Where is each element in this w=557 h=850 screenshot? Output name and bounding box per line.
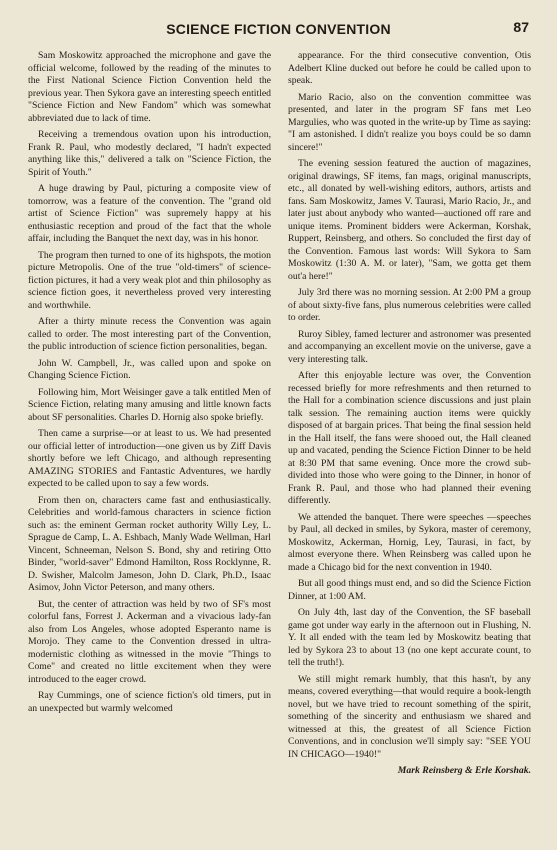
paragraph: John W. Campbell, Jr., was called upon and spoke on Changing Science Fiction.: [28, 357, 271, 381]
paragraph: The evening session featured the auction of magazines, original drawings, SF items, fan mags, original manuscripts, etc., all donated by well-wishing editors, authors, artists and fans. Sam Moskowitz, James V. Taurasi, Mario Racio, Jr., and later just about anybody who wanted—auctioned off rare and unique items. Prominent bidders were Ackerman, Korshak, Ruppert, Reinsberg, and others. So concluded the first day of the Convention. Famous last words: Will Sykora to Sam Moskowitz (1:30 A. M. or later), "Sam, we gotta get them out'a here!": [288, 158, 531, 282]
paragraph: After this enjoyable lecture was over, the Convention recessed briefly for more refreshments and then returned to the Hall for a combination science discussions and just plain talk session. The remaining auction items were quickly disposed of at bargain prices. That being the final session held in the Hall itself, the fans were shooed out, the Hall cleaned up and vacated, pending the Science Fiction Dinner to be held at 8:30 PM that same evening. Once more the crowd sub-divided into those who were going to the Dinner, in honor of Frank R. Paul, and those who had planned their evening differently.: [288, 370, 531, 506]
paragraph: appearance. For the third consecutive convention, Otis Adelbert Kline ducked out before he could be called upon to speak.: [288, 50, 531, 86]
paragraph: From then on, characters came fast and enthusiastically. Celebrities and world-famous characters in science fiction such as: the eminent German rocket authority Willy Ley, L. Sprague de Camp, L. A. Eshbach, Manly Wade Wellman, Harl Vincent, Schneeman, Nelson S. Bond, shy and retiring Otto Binder, "world-saver" Edmond Hamilton, Ross Rocklynne, R. D. Swisher, Malcolm Jameson, John D. Clark, Ph.D., Isaac Asimov, John Victor Peterson, and many others.: [28, 494, 271, 593]
page-number: 87: [513, 19, 529, 35]
paragraph: But, the center of attraction was held by two of SF's most colorful fans, Forrest J. Ackerman and a vivacious lady-fan also from Los Angeles, whose adopted Esperanto name is Morojo. They came to the Convention dressed in ultra-modernistic clothing as witnessed in the movie "Things to Come" and created no little excitement when they were introduced to the eager crowd.: [28, 598, 271, 685]
paragraph: Receiving a tremendous ovation upon his introduction, Frank R. Paul, who modestly declared, "I hadn't expected anything like this," delivered a talk on "Science Fiction, the Spirit of Youth.": [28, 129, 271, 178]
paragraph: After a thirty minute recess the Convention was again called to order. The most interesting part of the Convention, the public introduction of science fiction personalities, began.: [28, 316, 271, 352]
author-signature: Mark Reinsberg & Erle Korshak.: [397, 765, 531, 776]
running-title: SCIENCE FICTION CONVENTION: [166, 21, 391, 37]
article-body: [28, 50, 531, 840]
left-column: [28, 50, 271, 840]
paragraph: Ruroy Sibley, famed lecturer and astronomer was presented and accompanying an excellent movie on the universe, gave a very interesting talk.: [288, 328, 531, 365]
paragraph: Then came a surprise—or at least to us. We had presented our official letter of introduction—one given us by Ziff Davis shortly before we left Chicago, and although representing AMAZING STORIES and Fantastic Adventures, we hardly expected to be called upon to say a few words.: [28, 428, 271, 489]
paragraph: Following him, Mort Weisinger gave a talk entitled Men of Science Fiction, relating many amusing and little known facts about SF personalities. Charles D. Hornig also spoke briefly.: [28, 386, 271, 423]
paragraph: The program then turned to one of its highspots, the motion picture Metropolis. One of the true "old-timers" of science-fiction pictures, it had a very weak plot and thin philosophy as science fiction goes, it nevertheless proved very interesting and worthwhile.: [28, 249, 271, 311]
right-column: [288, 50, 531, 840]
running-header: [20, 16, 537, 42]
paragraph: We attended the banquet. There were speeches —speeches by Paul, all decked in smiles, by Sykora, master of ceremony, Moskowitz, Ackerman, Hornig, Ley, Taurasi, in fact, by almost everyone there. When Reinsberg was called upon he made a Chicago bid for the next convention in 1940.: [288, 511, 531, 573]
paragraph: Sam Moskowitz approached the microphone and gave the official welcome, followed by the reading of the minutes to the First National Science Fiction Convention held the previous year. Then Sykora gave an interesting speech entitled "Science Fiction and New Fandom" which was somewhat abbreviated due to lack of time.: [28, 50, 271, 124]
paragraph: But all good things must end, and so did the Science Fiction Dinner, at 1:00 AM.: [288, 578, 532, 602]
paragraph: July 3rd there was no morning session. At 2:00 PM a group of about sixty-five fans, plus numerous celebrities were called to order.: [288, 287, 531, 323]
paragraph: A huge drawing by Paul, picturing a composite view of tomorrow, was a feature of the convention. The "grand old artist of Science Fiction" was supremely happy at his enthusiastic reception and proud of the fact that the whole affair, including the Banquet the next day, was in his honor.: [28, 183, 271, 244]
paragraph: We still might remark humbly, that this hasn't, by any means, covered everything—that would require a book-length novel, but we have tried to recount something of the spirit, something of the sincerity and enthusiasm we shared and witnessed at this, the greatest of all Science Fiction Conventions, and in conclusion we'll simply say: "SEE YOU IN CHICAGO—1940!": [288, 673, 531, 760]
paragraph: Ray Cummings, one of science fiction's old timers, put in an unexpected but warmly welcomed: [28, 690, 271, 714]
paragraph: On July 4th, last day of the Convention, the SF baseball game got under way early in the afternoon out in Flushing, N. Y. It all ended with the team led by Moskowitz beating that led by Sykora 23 to about 13 (no one kept accurate count, to tell the truth!).: [288, 607, 531, 668]
paragraph: Mario Racio, also on the convention committee was presented, and later in the program SF fans met Leo Margulies, who was quoted in the write-up by Time as saying: "I am astonished. I didn't realize you boys could be so damn sincere!": [288, 91, 531, 153]
